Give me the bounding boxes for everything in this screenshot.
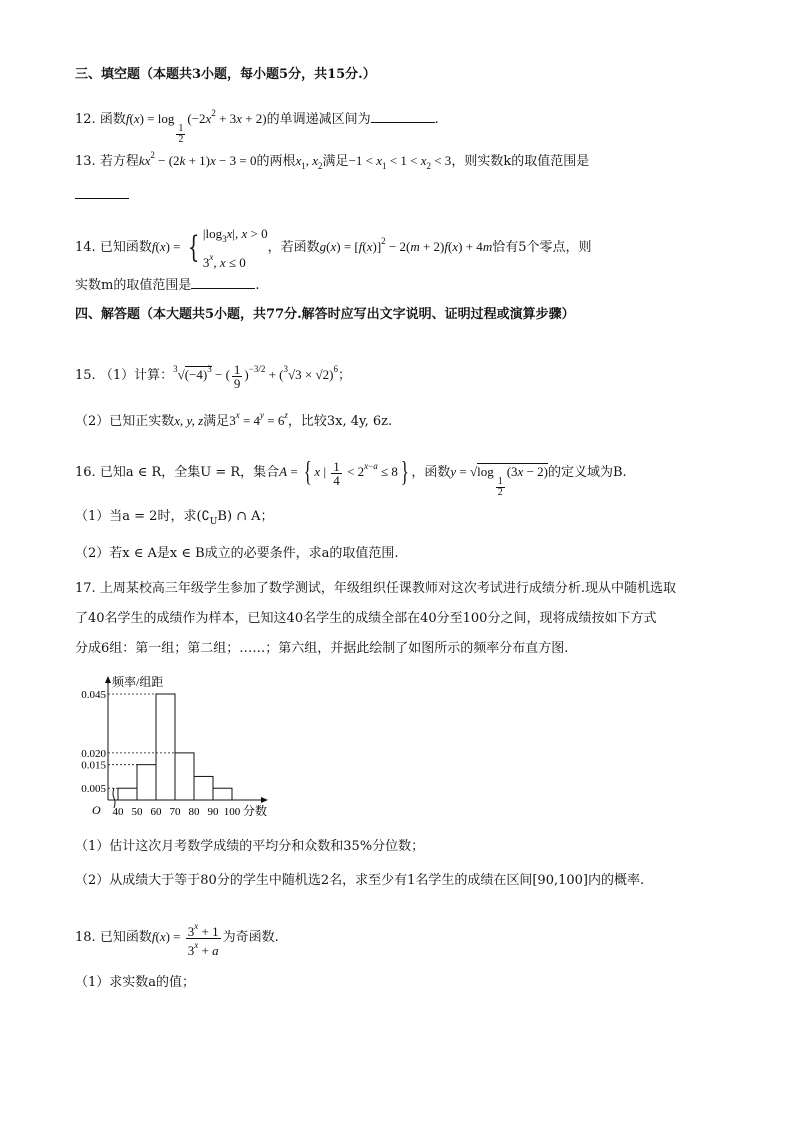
q15-p2-mid: 满足: [203, 414, 230, 429]
axis-break-mark: [113, 788, 115, 808]
section4-title: 四、解答题（本大题共5小题，共77分.解答时应写出文字说明、证明过程或演算步骤）: [75, 307, 575, 322]
q13-number: 13.: [75, 154, 96, 169]
origin-label: O: [92, 803, 101, 817]
q13-roots: $x_1$, $x_2$: [295, 153, 323, 171]
q13-mid: 的两根: [256, 154, 296, 169]
q16-p1b: B) ∩ A；: [217, 509, 274, 524]
y-axis-label: 频率/组距: [112, 675, 164, 689]
x-tick-label: 100: [223, 806, 241, 818]
q14-g-formula: $g(x) = [f(x)]^2 - 2(m + 2)f(x) + 4m$: [319, 236, 493, 254]
q16-p1: （1）当a = 2时，求(∁: [75, 509, 210, 524]
q18-number: 18.: [75, 930, 96, 945]
q14-number: 14.: [75, 240, 96, 255]
x-axis-label: 分数: [243, 804, 268, 818]
question-17-line3: 分成6组：第一组；第二组；……；第六组，并据此绘制了如图所示的频率分布直方图.: [75, 641, 569, 656]
q13-post: ，则实数k的取值范围是: [451, 154, 590, 169]
q17-number: 17.: [75, 581, 96, 596]
q15-p2-post: ，比较3x, 4y, 6z.: [287, 414, 393, 429]
question-14: [75, 222, 591, 272]
question-17-part1: （1）估计这次月考数学成绩的平均分和众数和35%分位数；: [75, 839, 425, 854]
x-tick-label: 50: [131, 806, 143, 818]
question-13: [75, 146, 589, 175]
histogram-bar: [137, 765, 156, 800]
y-tick-label: 0.005: [81, 783, 106, 796]
y-axis-arrow: [105, 676, 111, 683]
q17-text-line1: 上周某校高三年级学生参加了数学测试，年级组织任课教师对这次考试进行成绩分析.现从中随机选取: [99, 581, 676, 596]
q12-number: 12.: [75, 112, 96, 127]
q14-line2-row: 实数m的取值范围是 .: [75, 278, 260, 293]
q13-inequality: $-1 < x_1 < 1 < x_2 < 3$: [348, 153, 452, 171]
question-15-part2: [75, 406, 392, 431]
x-axis-arrow: [261, 797, 268, 803]
q14-piecewise: f(x) = { $|\log_3x|$, x > 0 3$^x$, x ≤ 0: [151, 225, 268, 270]
question-12: 12. 函数f(x) = log $\frac{1}{2}$ $(-2x^2 + 3x + 2)$的单调递减区间为 .: [75, 108, 439, 145]
y-tick-label: 0.020: [81, 747, 106, 760]
x-tick-label: 90: [207, 806, 219, 818]
q18-post: 为奇函数.: [222, 930, 279, 945]
q15-p1-label: （1）计算：: [99, 368, 174, 383]
x-tick-label: 40: [112, 806, 124, 818]
question-16-part1: （1）当a = 2时，求$(∁_UB)$ ∩ A；: [75, 509, 274, 527]
q14-line2: 实数m的取值范围是: [75, 278, 192, 293]
q12-formula: f(x) = log $\frac{1}{2}$ $(-2x^2 + 3x + 2)$: [125, 108, 267, 145]
q16-number: 16.: [75, 465, 96, 480]
histogram-bar: [213, 788, 232, 800]
q18-function: f(x) = $\frac{3^x + 1}{3^x + a}$: [151, 920, 219, 958]
q16-pre: 已知a ∈ R，全集U = R，集合: [99, 465, 280, 480]
question-17-line1: [75, 580, 676, 598]
q16-mid: ，函数: [411, 465, 451, 480]
question-18-part1: （1）求实数a的值；: [75, 975, 196, 990]
q13-cond: 满足: [322, 154, 349, 169]
q13-equation: $kx^2 - (2k + 1)x - 3 = 0$: [138, 150, 257, 168]
q13-pre: 若方程: [99, 154, 139, 169]
y-tick-label: 0.045: [81, 689, 106, 701]
q14-answer-blank[interactable]: [191, 276, 255, 289]
q15-number: 15.: [75, 368, 96, 383]
q13-answer-blank[interactable]: [75, 186, 129, 199]
q18-pre: 已知函数: [99, 930, 152, 945]
question-17-line2: 了40名学生的成绩作为样本，已知这40名学生的成绩全部在40分至100分之间，现将成绩按如下方式: [75, 611, 657, 626]
x-tick-label: 80: [188, 806, 200, 818]
question-15-part1: 15. （1）计算：$^3√(-4)^3$ − ( $\frac{1}{9}$ )$^{-3/2} + (^3√3 \times √2)^6$；: [75, 361, 351, 391]
q16-post: 的定义域为B.: [548, 465, 627, 480]
question-17-part2: （2）从成绩大于等于80分的学生中随机选2名，求至少有1名学生的成绩在区间[90,100]内的概率.: [75, 873, 645, 888]
histogram-bar: [118, 788, 137, 800]
q14-mid: ，若函数: [267, 240, 320, 255]
histogram-bar: [194, 776, 213, 800]
x-tick-label: 60: [150, 806, 162, 818]
y-tick-label: 0.015: [81, 759, 106, 772]
question-16-part2: （2）若x ∈ A是x ∈ B成立的必要条件，求a的取值范围.: [75, 546, 399, 561]
q12-pre: 函数: [99, 112, 126, 127]
frequency-histogram: [70, 672, 300, 822]
section3-title: 三、填空题（本题共3小题，每小题5分，共15分.）: [75, 67, 376, 82]
histogram-bar: [175, 753, 194, 800]
q15-condition: $3^x = 4^y = 6^z$: [229, 410, 288, 428]
q16-function: y = √log $\frac{1}{2}$ (3x − 2): [450, 464, 548, 498]
q15-variables: x, y, z: [174, 413, 204, 428]
q15-expression: $^3√(-4)^3$ − ( $\frac{1}{9}$ )$^{-3/2} + (^3√3 \times √2)^6$: [173, 361, 338, 391]
q14-pre: 已知函数: [99, 240, 152, 255]
q15-p2-pre: （2）已知正实数: [75, 414, 175, 429]
q12-post: 的单调递减区间为: [266, 112, 371, 127]
x-tick-label: 70: [169, 806, 181, 818]
q12-answer-blank[interactable]: [371, 110, 435, 123]
histogram-bar: [156, 694, 175, 800]
question-18: [75, 918, 279, 957]
q16-set-a: A = { x | $\frac{1}{4}$ < $2^{x-a} \le 8$}: [279, 457, 409, 489]
question-16: [75, 446, 627, 498]
q14-post: 恰有5个零点，则: [492, 240, 592, 255]
